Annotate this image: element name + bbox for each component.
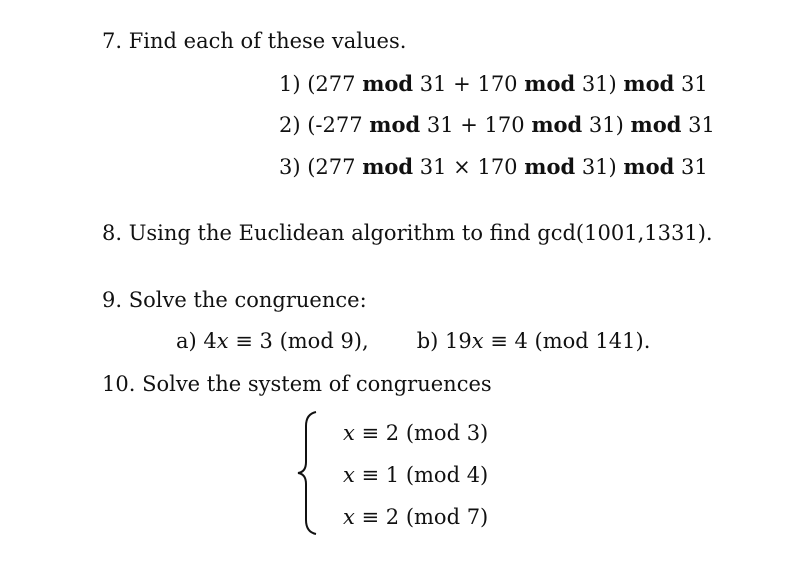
congruence: ≡ 3 (mod 9), [228,329,369,353]
system-eq-3 [343,507,488,528]
mod-operator: mod [362,71,414,96]
expr-part: 31 + 170 [413,72,525,96]
expr-part: 31 [674,72,708,96]
expr-part: 2) (-277 [279,113,370,137]
part-a [176,329,369,353]
problem-7-item-2 [279,114,715,136]
expr-part: 31 [681,113,715,137]
mod-operator: mod [623,71,675,96]
part-b [417,329,651,353]
mod-operator: mod [524,154,576,179]
problem-9-header: 9. Solve the congruence: [102,288,367,312]
problem-7-item-3 [279,156,708,178]
left-brace [296,410,320,536]
mod-operator: mod [531,112,583,137]
expr-part: 31 × 170 [413,155,525,179]
mod-operator: mod [369,112,421,137]
variable: x [471,329,484,353]
part-label: b) 19 [416,329,472,353]
system-eq-1 [343,423,488,444]
expr-part: 31) [575,72,624,96]
congruence: ≡ 2 (mod 7) [354,505,489,529]
congruence: ≡ 2 (mod 3) [354,421,489,445]
expr-part: 31) [575,155,624,179]
expr-part: 31) [582,113,631,137]
variable: x [216,329,229,353]
expr-part: 31 [674,155,708,179]
expr-part: 3) (277 [279,155,363,179]
mod-operator: mod [362,154,414,179]
problem-8: 8. Using the Euclidean algorithm to find gcd(1001,1331). [102,221,713,245]
part-label: a) 4 [176,329,217,353]
expr-part: 1) (277 [279,72,363,96]
problem-10-header: 10. Solve the system of congruences [102,372,492,396]
system-eq-2 [343,465,488,486]
variable: x [343,421,355,445]
congruence: ≡ 1 (mod 4) [354,463,489,487]
mod-operator: mod [623,154,675,179]
problem-9-parts [176,331,650,352]
problem-7-item-1 [279,73,708,95]
variable: x [343,463,355,487]
mod-operator: mod [524,71,576,96]
expr-part: 31 + 170 [420,113,532,137]
variable: x [343,505,355,529]
mod-operator: mod [630,112,682,137]
problem-7-header: 7. Find each of these values. [102,29,407,53]
congruence: ≡ 4 (mod 141). [483,329,651,353]
